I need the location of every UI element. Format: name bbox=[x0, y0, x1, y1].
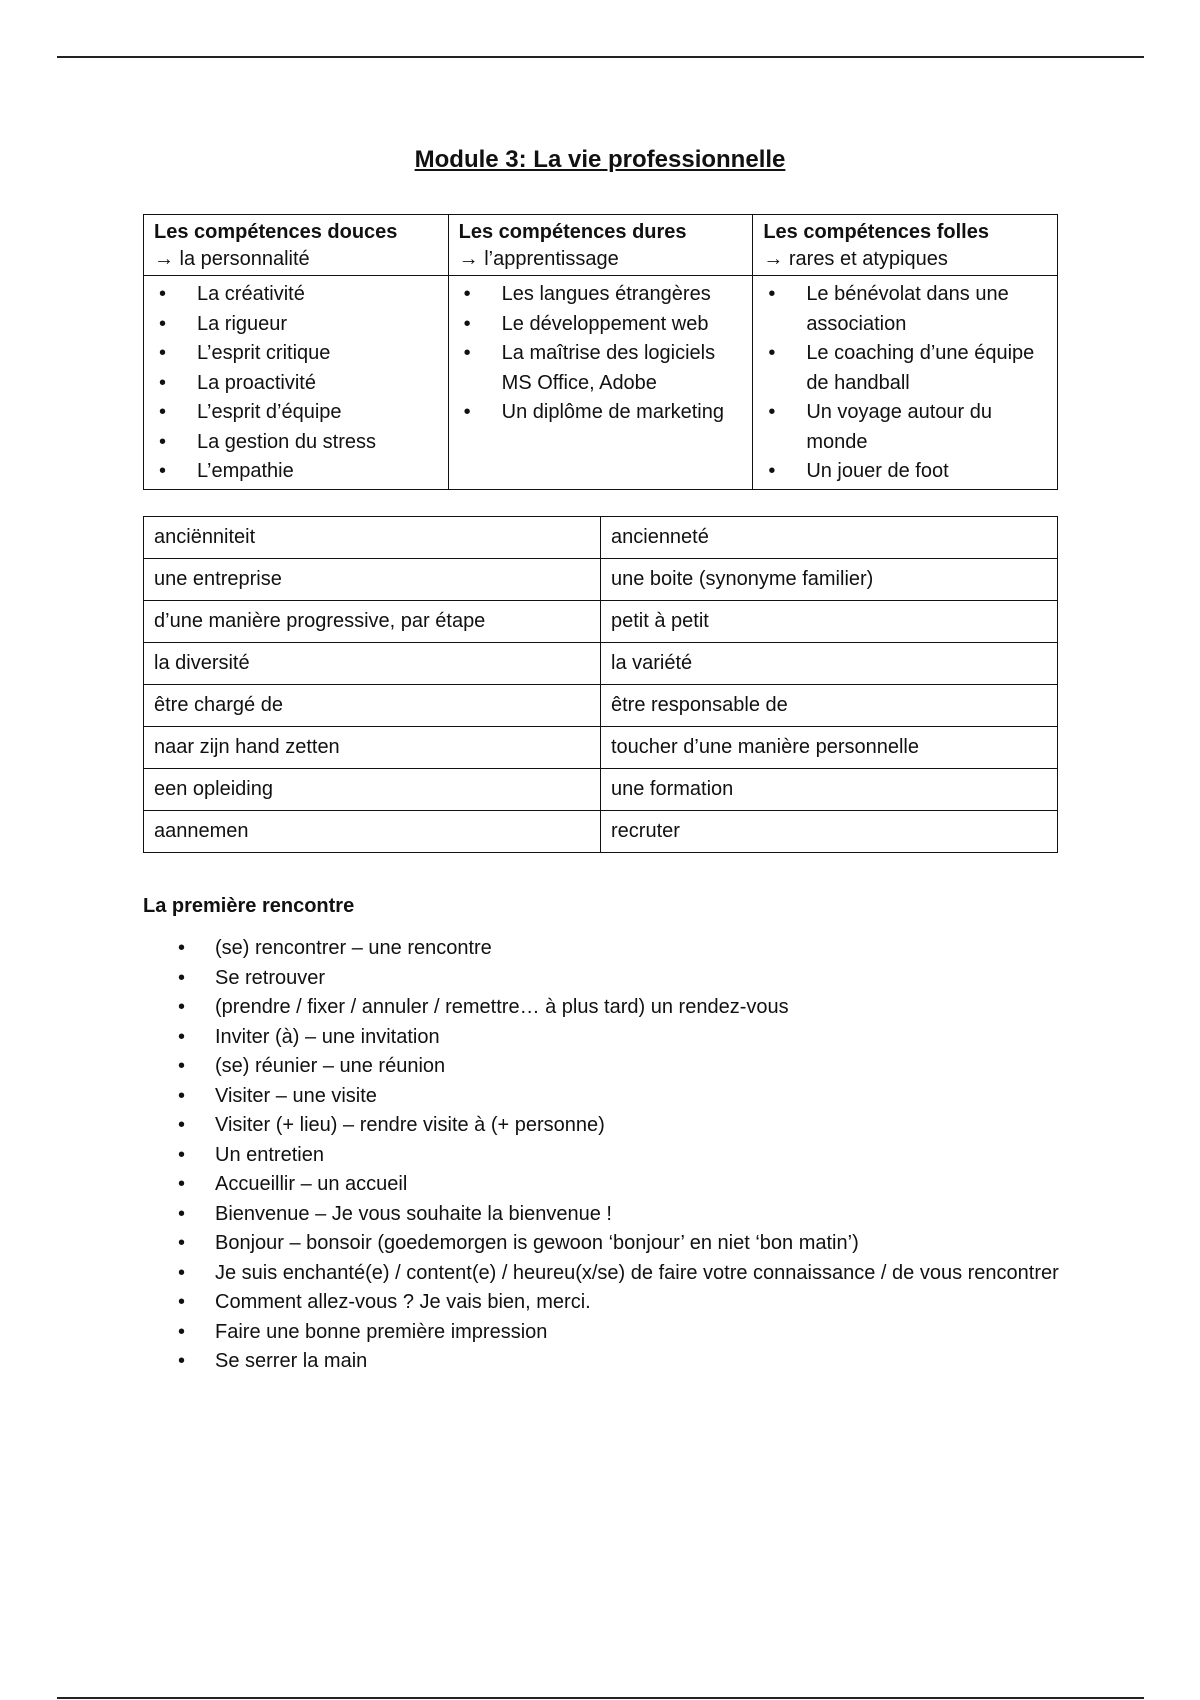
vocab-term: een opleiding bbox=[144, 769, 601, 811]
section-heading: La première rencontre bbox=[143, 895, 355, 917]
list-item: • La créativité bbox=[154, 280, 440, 310]
list-item: • Le coaching d’une équipe de handball bbox=[763, 339, 1049, 398]
vocab-term: une entreprise bbox=[144, 559, 601, 601]
list-item: • Un entretien bbox=[178, 1141, 1078, 1171]
list-item: • Un diplôme de marketing bbox=[459, 398, 745, 428]
list-item: • Le bénévolat dans une association bbox=[763, 280, 1049, 339]
list-item: • Visiter (+ lieu) – rendre visite à (+ personne) bbox=[178, 1111, 1078, 1141]
list-item: • Faire une bonne première impression bbox=[178, 1318, 1078, 1348]
list-item: • L’esprit critique bbox=[154, 339, 440, 369]
vocab-translation: une formation bbox=[601, 769, 1058, 811]
vocab-translation: être responsable de bbox=[601, 685, 1058, 727]
skills-header-hard bbox=[448, 215, 753, 276]
skills-heading: Les compétences douces bbox=[154, 221, 398, 243]
table-row bbox=[144, 517, 1058, 559]
list-item: • La maîtrise des logiciels MS Office, Adobe bbox=[459, 339, 745, 398]
vocab-translation: ancienneté bbox=[601, 517, 1058, 559]
table-row bbox=[144, 601, 1058, 643]
table-row bbox=[144, 727, 1058, 769]
vocab-term: aannemen bbox=[144, 811, 601, 853]
skills-subheading: → la personnalité bbox=[154, 248, 310, 270]
page-title: Module 3: La vie professionnelle bbox=[414, 146, 786, 173]
skills-subheading: → rares et atypiques bbox=[763, 248, 948, 270]
list-item: • Comment allez-vous ? Je vais bien, merci. bbox=[178, 1288, 1078, 1318]
vocab-term: naar zijn hand zetten bbox=[144, 727, 601, 769]
vocab-translation: recruter bbox=[601, 811, 1058, 853]
list-item: • Se serrer la main bbox=[178, 1347, 1078, 1377]
vocab-translation: une boite (synonyme familier) bbox=[601, 559, 1058, 601]
skills-header-soft bbox=[144, 215, 449, 276]
list-item: • Bonjour – bonsoir (goedemorgen is gewoon ‘bonjour’ en niet ‘bon matin’) bbox=[178, 1229, 1078, 1259]
skills-table bbox=[143, 214, 1058, 490]
vocab-translation: la variété bbox=[601, 643, 1058, 685]
meeting-phrases-list bbox=[178, 934, 1078, 1377]
list-item: • Inviter (à) – une invitation bbox=[178, 1023, 1078, 1053]
skills-heading: Les compétences dures bbox=[458, 221, 687, 243]
table-row bbox=[144, 685, 1058, 727]
skills-heading: Les compétences folles bbox=[763, 221, 989, 243]
vocab-term: la diversité bbox=[144, 643, 601, 685]
list-item: • Un voyage autour du monde bbox=[763, 398, 1049, 457]
list-item: • Se retrouver bbox=[178, 964, 1078, 994]
vocabulary-table bbox=[143, 516, 1058, 853]
skills-list-soft bbox=[144, 276, 449, 490]
skills-list-hard bbox=[448, 276, 753, 490]
footer-rule bbox=[57, 1697, 1144, 1699]
list-item: • L’esprit d’équipe bbox=[154, 398, 440, 428]
list-item: • Bienvenue – Je vous souhaite la bienvenue ! bbox=[178, 1200, 1078, 1230]
list-item: • L’empathie bbox=[154, 457, 440, 487]
list-item: • Accueillir – un accueil bbox=[178, 1170, 1078, 1200]
vocab-translation: petit à petit bbox=[601, 601, 1058, 643]
skills-subheading: → l’apprentissage bbox=[458, 248, 619, 270]
skills-list-crazy bbox=[753, 276, 1058, 490]
list-item: • La rigueur bbox=[154, 310, 440, 340]
list-item: • La gestion du stress bbox=[154, 428, 440, 458]
list-item: • La proactivité bbox=[154, 369, 440, 399]
table-row bbox=[144, 559, 1058, 601]
vocab-term: anciënniteit bbox=[144, 517, 601, 559]
list-item: • Le développement web bbox=[459, 310, 745, 340]
list-item: • (se) rencontrer – une rencontre bbox=[178, 934, 1078, 964]
header-rule bbox=[57, 56, 1144, 58]
list-item: • (se) réunier – une réunion bbox=[178, 1052, 1078, 1082]
list-item: • (prendre / fixer / annuler / remettre… à plus tard) un rendez-vous bbox=[178, 993, 1078, 1023]
list-item: • Un jouer de foot bbox=[763, 457, 1049, 487]
list-item: • Visiter – une visite bbox=[178, 1082, 1078, 1112]
table-row bbox=[144, 769, 1058, 811]
list-item: • Les langues étrangères bbox=[459, 280, 745, 310]
vocab-term: être chargé de bbox=[144, 685, 601, 727]
vocab-translation: toucher d’une manière personnelle bbox=[601, 727, 1058, 769]
list-item: • Je suis enchanté(e) / content(e) / heureu(x/se) de faire votre connaissance / de vous rencontrer bbox=[178, 1259, 1078, 1289]
table-row bbox=[144, 643, 1058, 685]
table-row bbox=[144, 811, 1058, 853]
vocab-term: d’une manière progressive, par étape bbox=[144, 601, 601, 643]
skills-header-crazy bbox=[753, 215, 1058, 276]
